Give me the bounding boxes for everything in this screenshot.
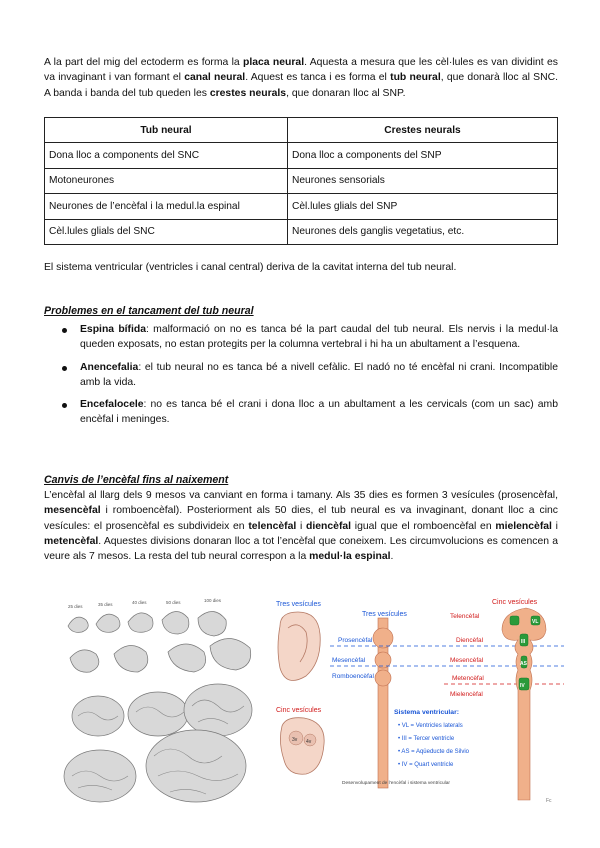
diencefal-label: Diencèfal [456, 637, 484, 644]
metencefal-label: Metencèfal [452, 675, 484, 682]
table-cell: Dona lloc a components del SNC [45, 143, 288, 168]
romboencefal-label: Romboencèfal [332, 673, 374, 680]
svg-text:50 dies: 50 dies [166, 600, 181, 605]
problems-list [62, 322, 558, 435]
table-cell: Cèl.lules glials del SNP [288, 194, 558, 219]
mesencefal-label: Mesencèfal [332, 657, 366, 664]
svg-text:100 dies: 100 dies [204, 598, 222, 603]
table-cell: Dona lloc a components del SNP [288, 143, 558, 168]
svg-text:35 dies: 35 dies [98, 602, 113, 607]
tube-label: III [521, 639, 526, 645]
table-cell: Cèl.lules glials del SNC [45, 219, 288, 244]
telencefal-label: Telencèfal [450, 613, 480, 620]
page-marker: Fc [546, 798, 552, 804]
cinc-vesicules-label: Cinc vesícules [492, 599, 538, 606]
prosencefal-label: Prosencèfal [338, 637, 373, 644]
changes-paragraph: L’encèfal al llarg dels 9 mesos va canviant en forma i tamany. Als 35 dies es formen 3 vesícules (prosencèfal, mesencèfal i romboencèfal). Posteriorment als 50 dies, el tub neural es va invaginant, donant lloc a cinc vesícules: el prosencèfal es subdivideix en telencèfal i diencèfal igual que el romboencèfal en mielencèfal i metencèfal. Aquestes divisions donaran lloc a tot l’encèfal que coneixem. Les circumvolucions es comencen a veure als 7 mesos. La resta del tub neural correspon a la medul·la espinal. [44, 490, 558, 563]
table-row [45, 143, 558, 168]
bullet-icon [62, 403, 67, 408]
table-cell: Motoneurones [45, 168, 288, 193]
tres-vesicules-label-2: Tres vesícules [362, 611, 407, 618]
list-item: Encefalocele: no es tanca bé el crani i dona lloc a un abultament a les cervicals (com un sac) amb encèfal i meninges. [62, 397, 558, 428]
five-vesicle-embryo [280, 718, 324, 775]
table-cell: Neurones sensorials [288, 168, 558, 193]
tube-label: VL [532, 619, 539, 625]
svg-text:40 dies: 40 dies [132, 600, 147, 605]
list-item: Espina bífida: malformació on no es tanca bé la part caudal del tub neural. Els nervis i la medul·la queden exposats, no estan protegits per la columna vertebral i hi ha un abultament a l’esquena. [62, 322, 558, 353]
bullet-icon [62, 328, 67, 333]
table-header-cell: Crestes neurals [288, 118, 558, 143]
mesencefal-r-label: Mesencèfal [450, 657, 484, 664]
vesicles-figure [274, 596, 564, 810]
cinc-vesicules-label-2: Cinc vesícules [276, 707, 322, 714]
table-row [45, 194, 558, 219]
sistema-item: • AS = Aqüeducte de Silvio [398, 749, 469, 755]
table-row [45, 219, 558, 244]
sistema-title: Sistema ventricular: [394, 709, 459, 716]
vesicle-label: 3v [292, 737, 298, 743]
brain-sequence-drawing [58, 596, 258, 810]
vesicles-drawing [274, 596, 564, 810]
sistema-item: • III = Tercer ventricle [398, 736, 455, 742]
tube-label: IV [520, 683, 525, 689]
tres-vesicules-label: Tres vesícules [276, 601, 321, 608]
list-item: Anencefalia: el tub neural no es tanca bé a nivell cefàlic. El nadó no té encèfal ni crani. Incompatible amb la vida. [62, 360, 558, 391]
table-cell: Neurones dels ganglis vegetatius, etc. [288, 219, 558, 244]
sistema-item: • IV = Quart ventricle [398, 762, 454, 768]
svg-text:25 dies: 25 dies [68, 604, 83, 609]
table-row [45, 168, 558, 193]
mielencefal-label: Mielencèfal [450, 691, 483, 698]
intro-paragraph: A la part del mig del ectoderm es forma la placa neural. Aquesta a mesura que les cèl·lules es van dividint es va invaginant i van formant el canal neural. Aquest es tanca i es forma el tub neural, que donarà lloc al SNC. A banda i banda del tub queden les crestes neurals, que donaran lloc al SNP. [44, 57, 559, 99]
table-header-cell: Tub neural [45, 118, 288, 143]
changes-heading: Canvis de l’encèfal fins al naixement [44, 474, 229, 486]
table-cell: Neurones de l’encèfal i la medul.la espinal [45, 194, 288, 219]
table-header-row [45, 118, 558, 143]
three-vesicle-embryo [278, 612, 320, 681]
tube-label: AS [520, 661, 527, 667]
problems-heading: Problemes en el tancament del tub neural [44, 305, 254, 317]
bullet-icon [62, 366, 67, 371]
ventricular-paragraph: El sistema ventricular (ventricles i canal central) deriva de la cavitat interna del tub neural. [44, 262, 457, 273]
sistema-item: • VL = Ventricles laterals [398, 723, 463, 729]
vesicle-label: 4v [306, 739, 312, 745]
neural-tube-table [44, 117, 558, 245]
brain-development-figure [58, 596, 258, 810]
figure-caption: Desenvolupament de l’encèfal i sistema ventricular [342, 781, 450, 786]
